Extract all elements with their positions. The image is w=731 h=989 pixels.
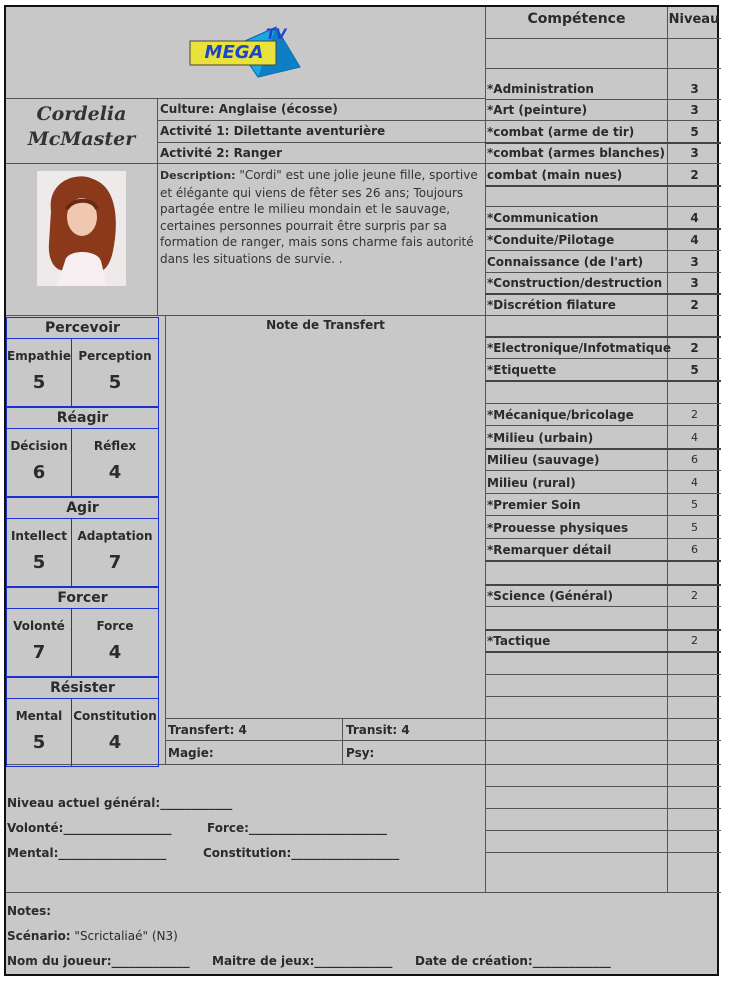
skill-name: Milieu (rural): [487, 476, 576, 490]
skill-row-divider: [485, 142, 721, 144]
attribute-label: Réflex: [93, 439, 137, 453]
skill-name: *combat (arme de tir): [487, 125, 635, 139]
attribute-value: 7: [32, 642, 46, 663]
skill-name: *Remarquer détail: [487, 543, 612, 557]
skill-name: *Milieu (urbain): [487, 431, 594, 445]
player-name-field[interactable]: Nom du joueur:_____________: [7, 954, 190, 968]
attribute-cell[interactable]: [71, 698, 159, 767]
skill-row-divider: [485, 560, 721, 562]
attribute-value: 4: [108, 462, 122, 483]
skill-level: 5: [691, 498, 698, 511]
skill-row-divider: [485, 293, 721, 295]
attribute-group-title: Agir: [66, 500, 99, 516]
attribute-label: Empathie: [7, 349, 71, 363]
attribute-value: 5: [108, 372, 122, 393]
skill-name: *Electronique/Infotmatique: [487, 341, 671, 355]
skill-row-divider: [485, 808, 721, 809]
attribute-group-header: [6, 317, 159, 339]
transfer-title: Note de Transfert: [266, 318, 385, 332]
skill-row-divider: [485, 538, 721, 539]
skill-row-divider: [485, 786, 721, 787]
skill-name: combat (main nues): [487, 168, 623, 182]
skill-level: 2: [691, 634, 698, 647]
skill-row-divider: [485, 163, 721, 164]
skill-row-divider: [485, 606, 721, 607]
skill-row-divider: [485, 120, 721, 121]
skill-level: 6: [691, 543, 698, 556]
skill-name: *Science (Général): [487, 589, 614, 603]
skill-row-divider: [485, 403, 721, 404]
skill-row-divider: [485, 380, 721, 382]
skill-level: 2: [690, 341, 699, 355]
skills-header-niveau: Niveau: [668, 12, 720, 27]
logo: [188, 21, 308, 83]
transit-field: Transit: 4: [346, 723, 410, 737]
skill-level: 3: [690, 146, 699, 160]
skill-level: 4: [691, 431, 698, 444]
attribute-label: Décision: [10, 439, 68, 453]
skill-name: *combat (armes blanches): [487, 146, 665, 160]
attribute-group-title: Forcer: [57, 590, 108, 606]
skill-level: 5: [690, 363, 699, 377]
skill-name: Milieu (sauvage): [487, 453, 600, 467]
skill-name: *Tactique: [487, 634, 551, 648]
skill-row-divider: [485, 425, 721, 426]
attribute-cell[interactable]: [6, 518, 72, 587]
attribute-value: 4: [108, 732, 122, 753]
skill-row-divider: [485, 272, 721, 273]
skill-row-divider: [485, 250, 721, 251]
game-master-field[interactable]: Maitre de jeux:_____________: [212, 954, 393, 968]
skill-level: 3: [690, 82, 699, 96]
attribute-group-header: [6, 677, 159, 699]
skill-row-divider: [485, 584, 721, 586]
skill-name: *Discrétion filature: [487, 298, 616, 312]
skill-level: 5: [691, 521, 698, 534]
force-field[interactable]: Force:_______________________: [207, 821, 387, 835]
skill-name: *Prouesse physiques: [487, 521, 629, 535]
attribute-value: 7: [108, 552, 122, 573]
attribute-group-title: Percevoir: [45, 320, 120, 336]
attribute-cell[interactable]: [6, 698, 72, 767]
skill-row-divider: [485, 315, 721, 316]
portrait-image-icon: [37, 171, 126, 286]
attribute-label: Mental: [15, 709, 63, 723]
skill-row-divider: [485, 852, 721, 853]
skill-row-divider: [485, 892, 721, 893]
attribute-label: Intellect: [10, 529, 68, 543]
culture-field: Culture: Anglaise (écosse): [160, 102, 338, 116]
skill-row-divider: [485, 674, 721, 675]
skill-level: 5: [690, 125, 699, 139]
psy-field: Psy:: [346, 746, 375, 760]
attribute-cell[interactable]: [71, 518, 159, 587]
attribute-value: 4: [108, 642, 122, 663]
skill-level: 2: [691, 408, 698, 421]
skill-name: *Art (peinture): [487, 103, 588, 117]
attribute-value: 5: [32, 552, 46, 573]
skill-name: *Construction/destruction: [487, 276, 663, 290]
logo-tv-text: TV: [266, 27, 287, 43]
attribute-group-header: [6, 587, 159, 609]
attribute-label: Adaptation: [77, 529, 153, 543]
character-name-last: McMaster: [27, 128, 136, 150]
attribute-group: [6, 407, 159, 497]
skill-row-divider: [485, 206, 721, 207]
volonte-field[interactable]: Volonté:__________________: [7, 821, 172, 835]
mental-field[interactable]: Mental:__________________: [7, 846, 167, 860]
skill-row-divider: [485, 830, 721, 831]
attribute-cell[interactable]: [6, 338, 72, 407]
logo-mega-text: MEGA: [204, 42, 264, 63]
creation-date-field[interactable]: Date de création:_____________: [415, 954, 611, 968]
skill-level: 6: [691, 453, 698, 466]
description-label: Description:: [160, 169, 236, 182]
skill-row-divider: [485, 358, 721, 359]
attribute-label: Constitution: [73, 709, 157, 723]
character-sheet: [4, 5, 719, 976]
skill-name: *Premier Soin: [487, 498, 581, 512]
description-text: "Cordi" est une jolie jeune fille, sportive et élégante qui viens de fêter ses 26 ans; Toujours partagée entre le milieu mondain et le sauvage, certaines personnes pourrait être surpris par sa formation de ranger, mais sons charme fais autorité dans les situations de survie. .: [160, 168, 478, 266]
attribute-group-header: [6, 407, 159, 429]
skill-row-divider: [485, 515, 721, 516]
skill-row-divider: [485, 651, 721, 653]
attribute-cell[interactable]: [6, 428, 72, 497]
skill-row-divider: [485, 740, 721, 741]
attribute-value: 5: [32, 372, 46, 393]
skill-row-divider: [485, 228, 721, 230]
scenario-value: "Scrictaliaé" (N3): [70, 929, 178, 943]
skill-level: 3: [690, 276, 699, 290]
niveau-general-field[interactable]: Niveau actuel général:____________: [7, 796, 233, 810]
attribute-group-title: Résister: [50, 680, 115, 696]
skill-row-divider: [485, 68, 721, 69]
character-name-first: Cordelia: [36, 103, 127, 125]
skill-name: *Conduite/Pilotage: [487, 233, 615, 247]
skill-row-divider: [485, 336, 721, 338]
skills-header-competence: Compétence: [527, 11, 626, 27]
skill-name: *Etiquette: [487, 363, 557, 377]
skill-level: 2: [691, 589, 698, 602]
skill-row-divider: [485, 629, 721, 631]
attribute-label: Force: [96, 619, 134, 633]
skill-level: 2: [690, 168, 699, 182]
skill-row-divider: [485, 696, 721, 697]
constitution-field[interactable]: Constitution:__________________: [203, 846, 400, 860]
skill-level: 3: [690, 255, 699, 269]
attribute-label: Volonté: [13, 619, 65, 633]
skill-row-divider: [485, 470, 721, 471]
skill-name: *Mécanique/bricolage: [487, 408, 634, 422]
attribute-value: 6: [32, 462, 46, 483]
skill-row-divider: [485, 764, 721, 765]
skill-level: 4: [690, 233, 699, 247]
attribute-cell[interactable]: [6, 608, 72, 677]
skill-level: 4: [690, 211, 699, 225]
attribute-label: Perception: [78, 349, 152, 363]
skill-level: 4: [691, 476, 698, 489]
attribute-cell[interactable]: [71, 608, 159, 677]
scenario-label: Scénario:: [7, 929, 71, 943]
notes-label: Notes:: [7, 904, 52, 918]
skill-name: *Communication: [487, 211, 599, 225]
skill-row-divider: [485, 448, 721, 450]
activity2-field: Activité 2: Ranger: [160, 146, 283, 160]
attribute-group: [6, 317, 159, 407]
skill-row-divider: [485, 493, 721, 494]
attribute-group: [6, 497, 159, 587]
attribute-cell[interactable]: [71, 338, 159, 407]
magie-field: Magie:: [168, 746, 214, 760]
character-portrait: [37, 171, 126, 286]
skill-name: *Administration: [487, 82, 594, 96]
attribute-group: [6, 677, 159, 767]
transfert-field: Transfert: 4: [168, 723, 247, 737]
attribute-value: 5: [32, 732, 46, 753]
skill-row-divider: [485, 718, 721, 719]
skill-row-divider: [485, 99, 721, 100]
attribute-group-title: Réagir: [56, 410, 109, 426]
activity1-field: Activité 1: Dilettante aventurière: [160, 124, 386, 138]
skill-level: 3: [690, 103, 699, 117]
attribute-group: [6, 587, 159, 677]
scenario-field: [7, 929, 178, 943]
skill-name: Connaissance (de l'art): [487, 255, 644, 269]
skill-level: 2: [690, 298, 699, 312]
attribute-group-header: [6, 497, 159, 519]
description-block: [160, 167, 482, 313]
skill-row-divider: [485, 185, 721, 187]
attribute-cell[interactable]: [71, 428, 159, 497]
